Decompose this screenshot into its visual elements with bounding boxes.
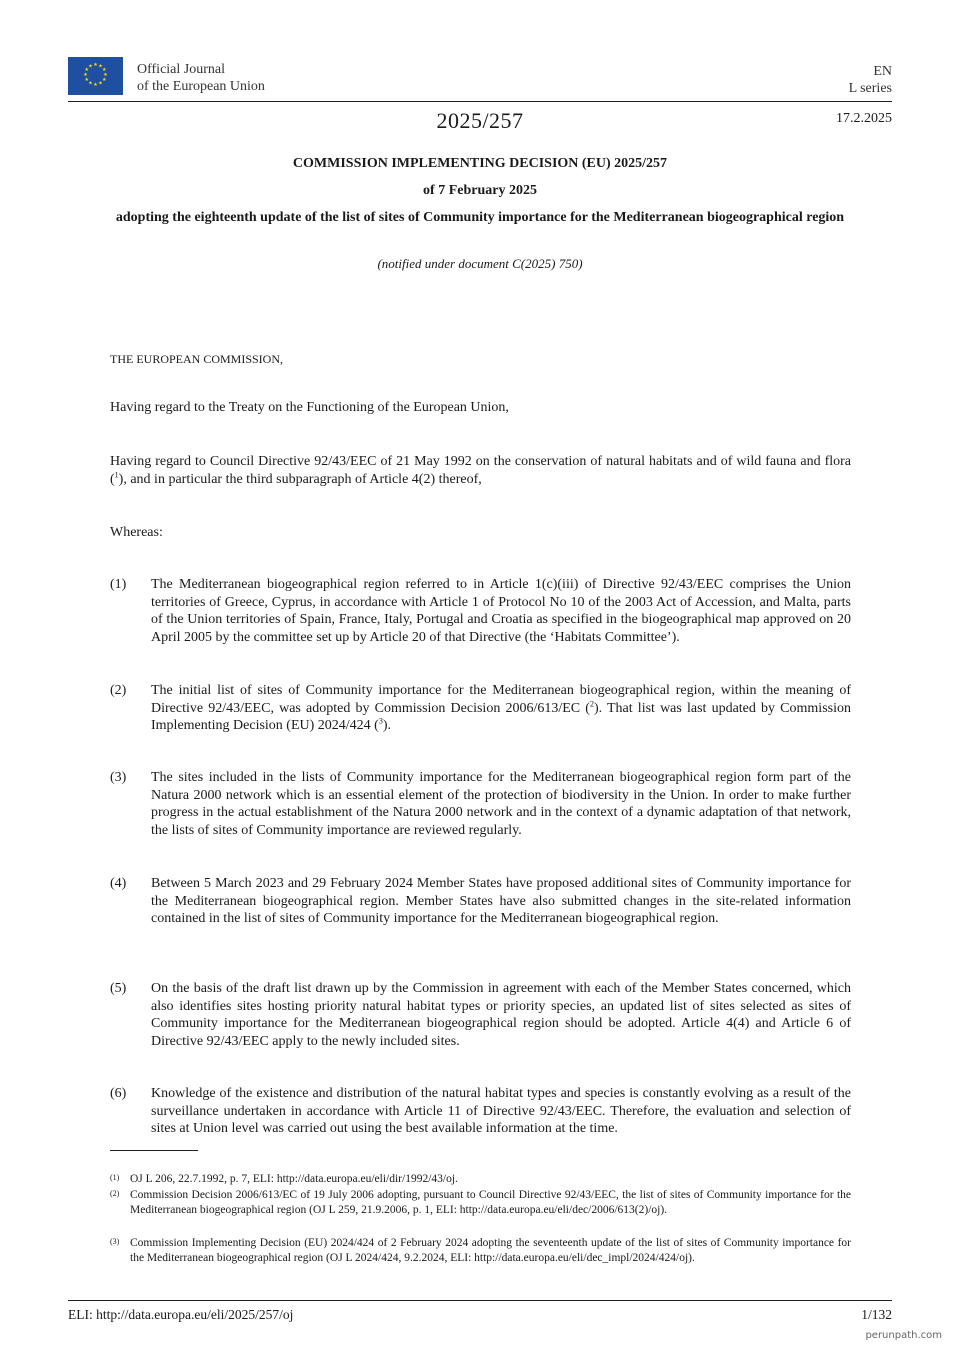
journal-line-2: of the European Union xyxy=(137,79,265,94)
citation-text: ), and in particular the third subparagraph of Article 4(2) thereof, xyxy=(118,471,482,487)
svg-text:★: ★ xyxy=(101,77,107,83)
svg-text:★: ★ xyxy=(88,80,93,87)
recital-text: Knowledge of the existence and distribution of the natural habitat types and species is constantly evolving as a result of the surveillance undertaken in accordance with Article 11 of Directive 92/43/EEC. Therefore, the evaluation and selection of sites at Union level was carried out using the best available information at the time. xyxy=(151,1086,851,1136)
journal-line-1: Official Journal xyxy=(137,62,225,77)
watermark: perunpath.com xyxy=(865,1330,942,1341)
svg-text:★: ★ xyxy=(98,63,103,70)
footnote-ref[interactable]: 1 xyxy=(114,469,119,479)
svg-text:★: ★ xyxy=(93,62,98,68)
journal-name xyxy=(137,61,265,95)
svg-text:★: ★ xyxy=(88,63,93,70)
svg-text:★: ★ xyxy=(98,80,103,87)
whereas-label: Whereas: xyxy=(110,525,163,540)
footnote-mark: (3) xyxy=(110,1237,120,1246)
eli-link[interactable]: ELI: http://data.europa.eu/eli/2025/257/oj xyxy=(68,1307,294,1322)
language-code: EN xyxy=(873,64,892,79)
recital-number: (3) xyxy=(110,770,127,785)
footnote-mark: (2) xyxy=(110,1189,120,1198)
svg-text:★: ★ xyxy=(101,67,107,73)
footnote-text: OJ L 206, 22.7.1992, p. 7, ELI: http://data.europa.eu/eli/dir/1992/43/oj. xyxy=(130,1173,458,1185)
decision-subject: adopting the eighteenth update of the list of sites of Community importance for the Mediterranean biogeographical region xyxy=(115,210,845,225)
publication-date: 17.2.2025 xyxy=(836,111,892,126)
recital-text: Between 5 March 2023 and 29 February 2024 Member States have proposed additional sites of Community importance for the Mediterranean biogeographical region. Member States have also submitted changes in the site-related information contained in the list of sites of Community importance for the Mediterranean biogeographical region. xyxy=(151,876,851,926)
footnote-text: Commission Implementing Decision (EU) 2024/424 of 2 February 2024 adopting the seventeenth update of the list of sites of Community importance for the Mediterranean biogeographical region (OJ L 2024/424, 9.2.2024, ELI: http://data.europa.eu/eli/dec_impl/2024/424/oj). xyxy=(130,1237,851,1264)
footnote-ref[interactable]: 3 xyxy=(378,716,383,726)
decision-title: COMMISSION IMPLEMENTING DECISION (EU) 2025/257 xyxy=(292,156,668,171)
recital-text-part: The initial list of sites of Community importance for the Mediterranean biogeographical region, within the meaning of Directive 92/43/EEC, was adopted by Commission Decision 2006/613/EC ( xyxy=(151,683,851,716)
page-number: 1/132 xyxy=(861,1307,892,1322)
footer-divider xyxy=(68,1300,892,1301)
footnote-ref[interactable]: 2 xyxy=(589,698,594,708)
recital-number: (5) xyxy=(110,981,127,996)
recital-text: On the basis of the draft list drawn up by the Commission in agreement with each of the Member States concerned, which also identifies sites hosting priority natural habitat types or priority species, an updated list of sites selected as sites of Community importance for the Mediterranean biogeographical region should be adopted. Article 4(4) and Article 6 of Directive 92/43/EEC apply to the newly included sites. xyxy=(151,981,851,1049)
recital-number: (6) xyxy=(110,1086,127,1101)
recital-number: (4) xyxy=(110,876,127,891)
recital-text: The sites included in the lists of Community importance for the Mediterranean biogeographical region form part of the Natura 2000 network which is an essential element of the protection of biodiversity in the Union. In order to make further progress in the actual establishment of the Natura 2000 network and in the context of a dynamic adaptation of that network, the lists of sites of Community importance are reviewed regularly. xyxy=(151,770,851,838)
decision-date: of 7 February 2025 xyxy=(423,183,537,198)
series-label: L series xyxy=(848,81,892,96)
notified-document: (notified under document C(2025) 750) xyxy=(377,256,583,271)
svg-text:★: ★ xyxy=(84,77,90,83)
document-number: 2025/257 xyxy=(436,108,524,133)
commission-heading: THE EUROPEAN COMMISSION, xyxy=(110,352,284,366)
recital-number: (2) xyxy=(110,683,127,698)
language-series xyxy=(849,63,892,97)
recital-text: The Mediterranean biogeographical region referred to in Article 1(c)(iii) of Directive 92/43/EEC comprises the Union territories of Greece, Cyprus, in accordance with Article 1 of Protocol No 10 of the 2003 Act of Accession, and Malta, parts of the Union territories of Spain, France, Italy, Portugal and Croatia as specified in the biogeographical map approved on 20 April 2005 by the committee set up by Article 20 of that Directive (the ‘Habitats Committee’). xyxy=(151,577,851,645)
recital-text-part: ). xyxy=(382,718,392,733)
recital-number: (1) xyxy=(110,577,127,592)
citation-text: Having regard to Council Directive 92/43/EEC of 21 May 1992 on the conservation of natural habitats and of wild fauna and flora ( xyxy=(110,454,851,487)
footnote-mark: (1) xyxy=(110,1173,120,1182)
recital-text-part: ). That list was last updated by Commission Implementing Decision (EU) 2024/424 ( xyxy=(151,700,851,733)
svg-text:★: ★ xyxy=(103,72,108,78)
recital-text xyxy=(151,682,851,735)
eu-flag-icon xyxy=(68,57,123,95)
svg-text:★: ★ xyxy=(93,82,98,88)
svg-text:★: ★ xyxy=(84,67,90,73)
svg-text:★: ★ xyxy=(83,72,88,78)
header-divider xyxy=(68,101,892,102)
footnote-text: Commission Decision 2006/613/EC of 19 July 2006 adopting, pursuant to Council Directive 92/43/EEC, the list of sites of Community importance for the Mediterranean biogeographical region (OJ L 259, 21.9.2006, p. 1, ELI: http://data.europa.eu/eli/dec/2006/613(2)/oj). xyxy=(130,1189,851,1216)
citation-treaty: Having regard to the Treaty on the Functioning of the European Union, xyxy=(110,400,509,415)
footnote-divider xyxy=(110,1150,198,1151)
citation-council-directive xyxy=(110,453,851,488)
